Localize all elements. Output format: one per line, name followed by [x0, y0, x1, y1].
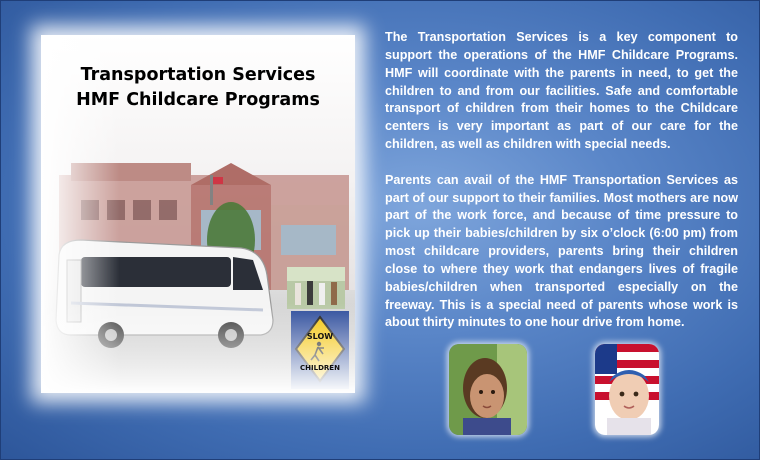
child-photo-1 [449, 344, 527, 435]
title-line-2: HMF Childcare Programs [76, 90, 320, 110]
child-portrait-1 [449, 344, 527, 435]
description-text [385, 29, 738, 332]
paragraph-1: The Transportation Services is a key component to support the operations of the HMF Childcare Programs. HMF will coordinate with the parents in need, to get the children to and from our facilities. Safe and comfortable transport of children from their homes to the Childcare centers is very important as part of our care for the children, as well as children with special needs. [385, 30, 738, 152]
photo-collage-panel [41, 35, 355, 393]
child-photo-2 [595, 344, 659, 435]
sign-label-top: SLOW [306, 332, 334, 341]
title-line-1: Transportation Services [80, 65, 316, 85]
child-portrait-2 [595, 344, 659, 435]
panel-title [41, 63, 355, 113]
sign-label-bottom: CHILDREN [300, 364, 340, 372]
paragraph-2: Parents can avail of the HMF Transportation Services as part of our support to their families. Most mothers are now part of the work force, and because of time pressure to pick up their babies/children by six o’clock (6:00 pm) from most childcare providers, parents bring their children close to where they work that endangers lives of fragile babies/children when transported especially on the freeway. This is a special need of parents whose work is about thirty minutes to one hour drive from home. [385, 172, 738, 330]
